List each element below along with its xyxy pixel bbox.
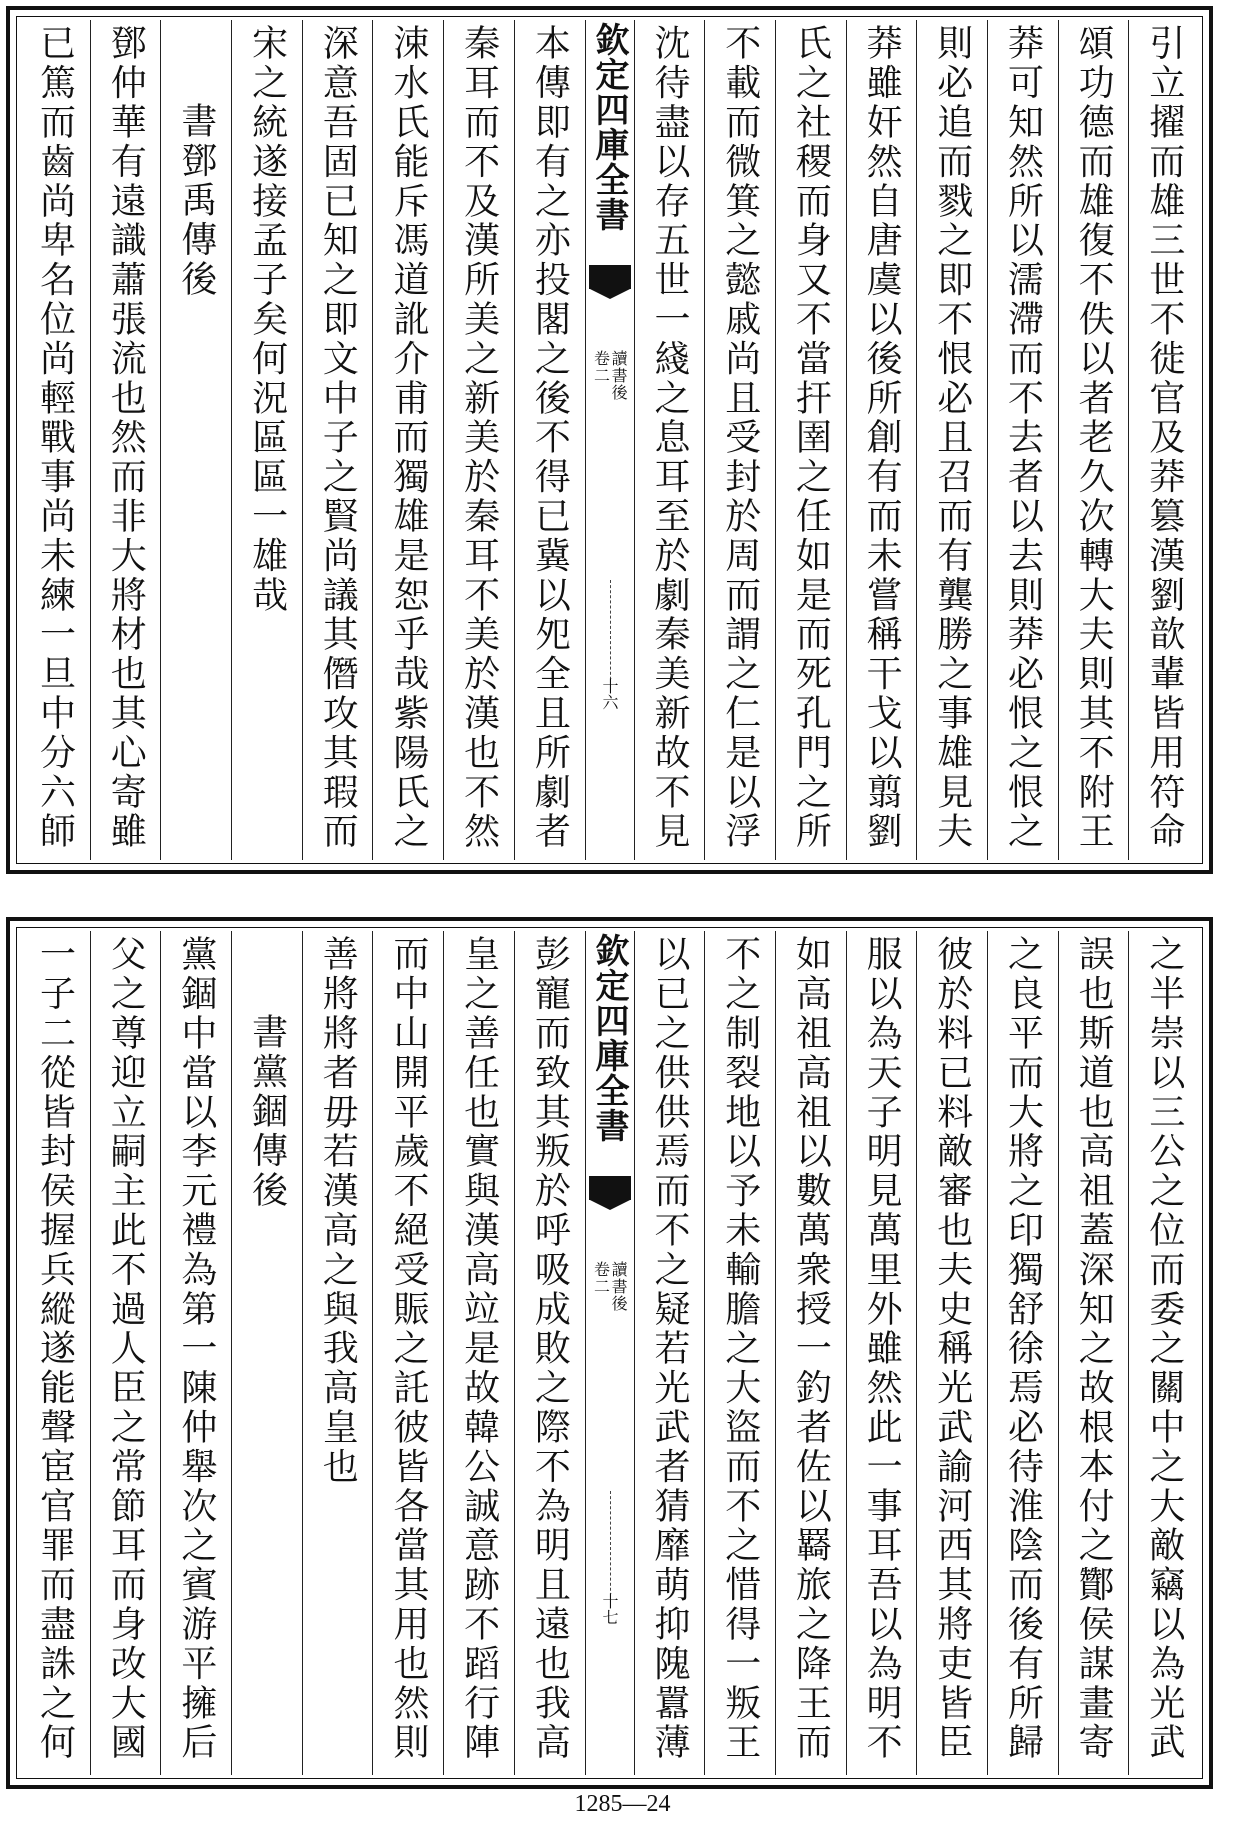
page-number: 十七 [600,1593,619,1625]
text-column [90,931,161,1775]
text-column [514,931,585,1775]
text-column [916,20,987,860]
text-column [20,931,90,1775]
text-column [704,20,775,860]
text-column [514,20,585,860]
text-column [1058,20,1129,860]
text-line: 引立擢而雄三世不徙官及莽篡漢劉歆輩皆用符命 [1143,24,1185,852]
text-column [160,931,231,1775]
text-line: 而中山開平歲不絕受賑之託彼皆各當其用也然則 [387,935,429,1763]
text-columns [20,20,1199,860]
text-column [987,931,1058,1775]
text-column [916,931,987,1775]
text-line: 服以為天子明見萬里外雖然此一事耳吾以為明不 [861,935,903,1763]
text-column [372,20,443,860]
section-label: 讀書後 卷二 [591,350,629,401]
fold-divider [610,1491,612,1601]
essay-title-column [231,931,302,1775]
text-line: 氏之社稷而身又不當扞圉之任如是而死孔門之所 [790,24,832,852]
text-line: 之良平而大將之印獨舒徐焉必待淮陰而後有所歸 [1002,935,1044,1763]
section-label: 讀書後 卷二 [591,1261,629,1312]
text-line: 深意吾固已知之即文中子之賢尚議其僭攻其瑕而 [317,24,359,852]
text-line: 之半崇以三公之位而委之關中之大敵竊以為光武 [1143,935,1185,1763]
book-title: 欽定四庫全書 [589,22,629,232]
center-fold [585,20,634,860]
text-column [846,931,917,1775]
text-line: 則必追而戮之即不恨必且召而有龔勝之事雄見夫 [931,24,973,852]
text-column [90,20,161,860]
text-line: 本傳即有之亦投閣之後不得已冀以夗全且所劇者 [529,24,571,852]
text-line: 善將將者毋若漢高之與我高皇也 [317,935,359,1487]
text-line: 鄧仲華有遠識蕭張流也然而非大將材也其心寄雖 [105,24,147,852]
text-line: 宋之統遂接孟子矣何況區區一雄哉 [246,24,288,615]
text-columns [20,931,1199,1775]
text-column [987,20,1058,860]
text-column [704,931,775,1775]
text-line: 誤也斯道也高祖蓋深知之故根本付之酇侯謀畫寄 [1073,935,1115,1763]
essay-title: 書黨錮傳後 [246,1013,288,1210]
text-line: 黨錮中當以李元禮為第一陳仲舉次之賓游平擁后 [175,935,217,1763]
text-column [1128,20,1199,860]
text-line: 莽雖奸然自唐虞以後所創有而未嘗稱干戈以翦劉 [861,24,903,852]
text-column [634,20,705,860]
text-line: 不載而微箕之懿戚尚且受封於周而謂之仁是以浮 [719,24,761,852]
text-column [846,20,917,860]
text-line: 涑水氏能斥馮道訛介甫而獨雄是恕乎哉紫陽氏之 [387,24,429,852]
text-column [775,931,846,1775]
fold-divider [610,580,612,690]
text-line: 秦耳而不及漢所美之新美於秦耳不美於漢也不然 [458,24,500,852]
book-title: 欽定四庫全書 [589,933,629,1143]
text-line: 彭寵而致其叛於呼吸成敗之際不為明且遠也我高 [529,935,571,1763]
page-number: 十六 [600,678,619,710]
text-column [302,931,373,1775]
text-line: 已篤而齒尚卑名位尚輕戰事尚未練一旦中分六師 [34,24,76,852]
essay-title: 書鄧禹傳後 [175,102,217,299]
page-bottom [6,917,1213,1789]
fishtail-mark-icon [589,265,631,289]
text-line: 以已之供供焉而不之疑若光武者猜靡萌抑隗囂薄 [649,935,691,1763]
text-column [231,20,302,860]
text-line: 如高祖高祖以數萬衆授一釣者佐以羇旅之降王而 [790,935,832,1763]
text-line: 沈待盡以存五世一綫之息耳至於劇秦美新故不見 [649,24,691,852]
text-column [302,20,373,860]
footer-page-code: 1285—24 [574,1791,671,1817]
text-line: 一子二從皆封侯握兵縱遂能聲宦官罪而盡誅之何 [34,935,76,1763]
text-column [443,931,514,1775]
text-column [634,931,705,1775]
text-line: 不之制裂地以予未輸膽之大盜而不之惜得一叛王 [719,935,761,1763]
text-column [372,931,443,1775]
text-line: 父之尊迎立嗣主此不過人臣之常節耳而身改大國 [105,935,147,1763]
text-column [1058,931,1129,1775]
text-line: 莽可知然所以濡滯而不去者以去則莽必恨之恨之 [1002,24,1044,852]
text-column [20,20,90,860]
essay-title-column [160,20,231,860]
text-line: 皇之善任也實與漢高竝是故韓公誠意跡不蹈行陣 [458,935,500,1763]
page-top [6,6,1213,874]
fishtail-mark-icon [589,1176,631,1200]
text-line: 彼於料已料敵審也夫史稱光武諭河西其將吏皆臣 [931,935,973,1763]
text-column [1128,931,1199,1775]
center-fold [585,931,634,1775]
text-column [443,20,514,860]
text-column [775,20,846,860]
text-line: 頌功德而雄復不佚以者老久次轉大夫則其不附王 [1073,24,1115,852]
